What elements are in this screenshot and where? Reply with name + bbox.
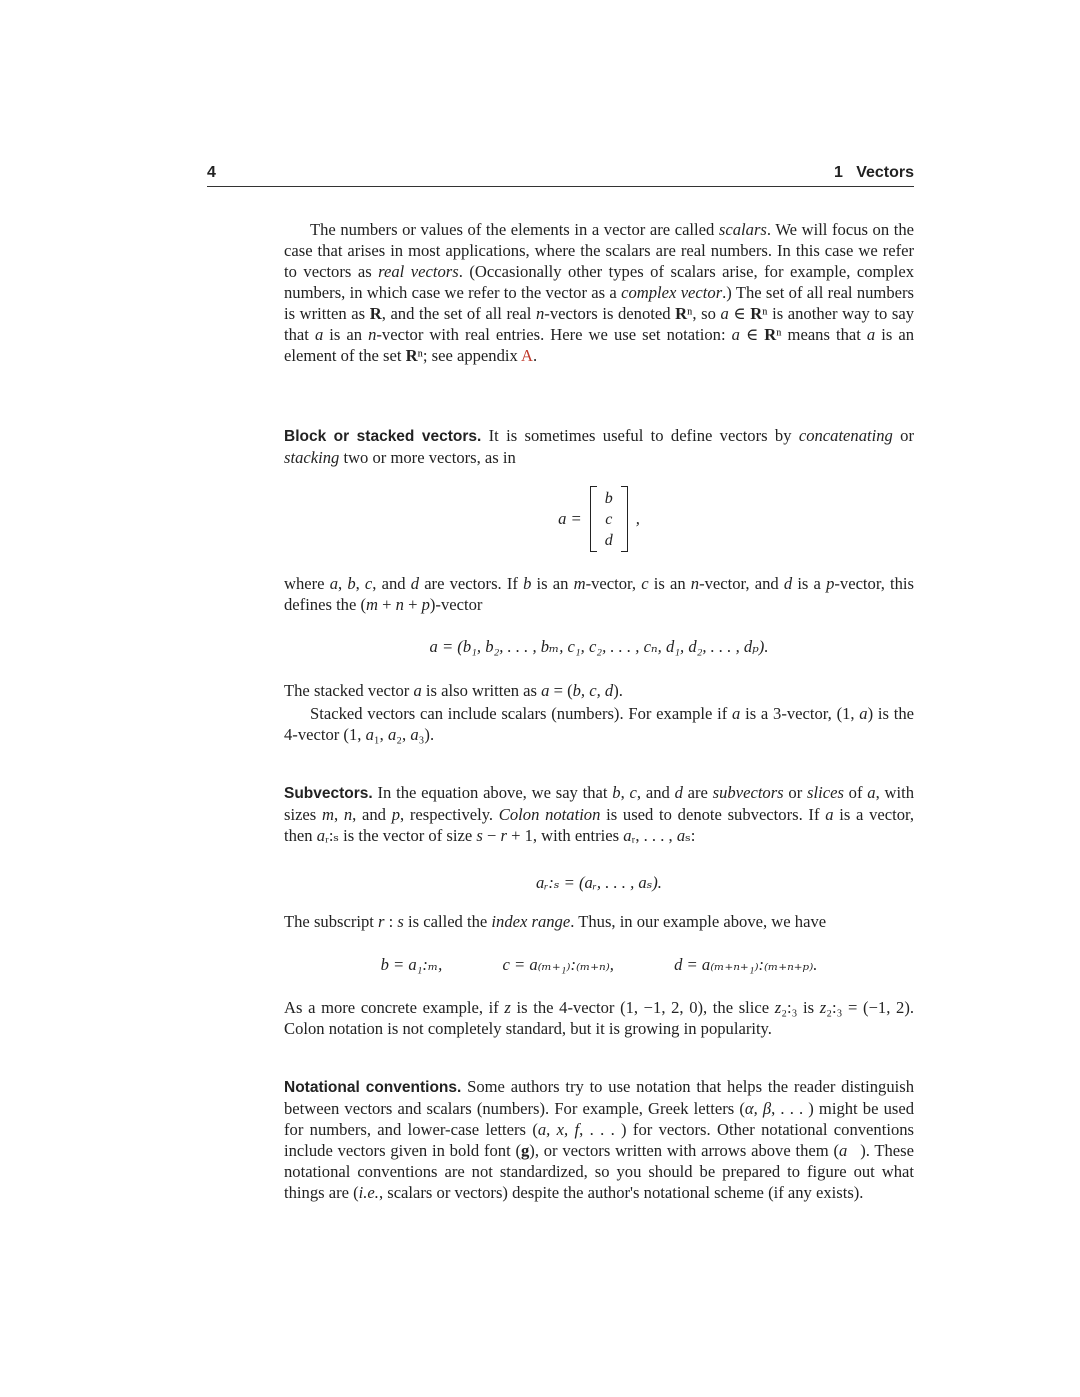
text-run: s [397, 912, 404, 931]
text-run: z [774, 998, 782, 1017]
text-run: -vectors is denoted [544, 304, 676, 323]
text-run: n [343, 805, 353, 824]
page-number: 4 [207, 164, 216, 181]
text-run: p [391, 805, 400, 824]
paragraph-stacked-written [284, 680, 914, 701]
text-run: two or more vectors, as in [339, 448, 516, 467]
text-run: are vectors. If [419, 574, 524, 593]
text-run: z [504, 998, 511, 1017]
text-run: , and [636, 783, 675, 802]
text-run: a⃗ [838, 1141, 861, 1160]
text-run: , [355, 574, 365, 593]
text-run: ⁿ; see appendix [417, 346, 522, 365]
text-run: is a [792, 574, 827, 593]
entry: b [604, 489, 613, 507]
paragraph-heading: Block or stacked vectors. [284, 428, 482, 445]
text-run: a [316, 826, 326, 845]
text-run: a [866, 325, 876, 344]
text-run: + 1, with entries [506, 826, 624, 845]
text-run: n [395, 595, 404, 614]
eq-c: c = a₍ₘ₊₁₎:₍ₘ₊ₙ₎, [502, 955, 614, 974]
stack-column [605, 488, 613, 551]
text-run: ₂:₃ is [781, 998, 820, 1017]
paragraph-heading: Subvectors. [284, 785, 373, 802]
text-run: z [819, 998, 827, 1017]
text-run: a [314, 325, 324, 344]
text-run: -vector, [585, 574, 642, 593]
text-run: a, x, f [537, 1120, 580, 1139]
eq-tail: , [635, 509, 640, 528]
text-run: + [403, 595, 422, 614]
text-run: a [720, 304, 729, 323]
text-run: a [731, 325, 740, 344]
text-run: , [338, 574, 348, 593]
text-run: ⁿ, so [687, 304, 721, 323]
text-run: The stacked vector [284, 681, 414, 700]
text-run: α, β [744, 1099, 772, 1118]
text-run: a [676, 826, 686, 845]
text-run: a [365, 725, 374, 744]
text-run: As a more concrete example, if [284, 998, 505, 1017]
text-run: ⁿ is another way to say that [284, 304, 914, 344]
text-run: ). These notational conventions are not standardized, so you should be prepared to figure out what things are ( [284, 1141, 914, 1202]
text-run: Some authors try to use notation that helps the reader distinguish between vectors and scalars (numbers). For example, Greek letters ( [284, 1077, 914, 1118]
text-run: or [783, 783, 808, 802]
text-run: i.e. [358, 1183, 379, 1202]
text-run: r [500, 826, 507, 845]
text-run: index range [491, 912, 571, 931]
paragraph-subvectors [284, 782, 914, 846]
paragraph-concrete-example [284, 997, 914, 1039]
text-run: b [523, 574, 532, 593]
text-run: ₂, [396, 725, 411, 744]
text-run: is a vector, then [284, 805, 915, 845]
text-run: ₂:₃ = (−1, 2). Colon notation is not completely standard, but it is growing in popularity. [284, 998, 914, 1038]
text-run: R [405, 346, 418, 365]
text-run: concatenating [798, 426, 893, 445]
eq-lhs: a = [558, 509, 582, 528]
text-run: d [410, 574, 420, 593]
text-run: It is sometimes useful to define vectors by [481, 426, 799, 445]
text-run: . Thus, in our example above, we have [570, 912, 827, 931]
equation-slice: aᵣ:ₛ = (aᵣ, . . . , aₛ). [536, 873, 662, 892]
text-run: R [764, 325, 777, 344]
text-run: + [378, 595, 396, 614]
text-run: a [413, 681, 422, 700]
text-run: ∈ [739, 325, 765, 344]
paragraph-index-range [284, 911, 914, 932]
text-run: : [384, 912, 398, 931]
text-run: c [629, 783, 637, 802]
text-run: a [410, 725, 419, 744]
text-run: is called the [403, 912, 492, 931]
text-run: complex vector [621, 283, 723, 302]
text-run: a [623, 826, 632, 845]
text-run: m [573, 574, 586, 593]
entry: d [604, 531, 613, 549]
text-run: ∈ [728, 304, 751, 323]
text-run: n [690, 574, 700, 593]
equation-expanded: a = (b₁, b₂, . . . , bₘ, c₁, c₂, . . . , cₙ, d₁, d₂, . . . , dₚ). [429, 637, 769, 656]
text-run: a [867, 783, 876, 802]
text-run: is an [531, 574, 574, 593]
text-run: , . . . ) for vectors. Other notational conventions include vectors given in bold font ( [284, 1120, 914, 1160]
paragraph-notational-conventions [284, 1076, 914, 1203]
text-run: R [750, 304, 763, 323]
text-run: n [536, 304, 545, 323]
text-run: ₛ: [685, 826, 696, 845]
text-run: c [364, 574, 373, 593]
paragraph-where [284, 573, 914, 615]
text-run: a [859, 704, 868, 723]
text-run: , and the set of all real [381, 304, 536, 323]
text-run: c [641, 574, 649, 593]
paragraph-scalars [284, 219, 914, 366]
text-run: is an [648, 574, 691, 593]
text-run: , and [372, 574, 411, 593]
text-run: , with sizes [284, 783, 915, 824]
text-run: a [732, 704, 741, 723]
paragraph-block-vectors [284, 425, 914, 468]
text-run: p [826, 574, 835, 593]
text-run: )-vector [429, 595, 483, 614]
chapter-title: 1 Vectors [833, 164, 914, 181]
text-run: is a 3-vector, (1, [740, 704, 860, 723]
left-bracket [590, 486, 597, 552]
text-run: m [321, 805, 334, 824]
equation-subvectors [284, 955, 914, 975]
text-run: . [533, 346, 538, 365]
text-run: − [482, 826, 501, 845]
appendix-link[interactable]: A [521, 346, 534, 365]
text-run: , [333, 805, 344, 824]
text-run: Colon notation [498, 805, 601, 824]
text-run: ⁿ means that [776, 325, 867, 344]
text-run: , and [352, 805, 392, 824]
text-run: real vectors [378, 262, 459, 281]
text-run: stacking [284, 448, 340, 467]
text-run: a [825, 805, 834, 824]
text-run: , [620, 783, 630, 802]
text-run: , respectively. [399, 805, 499, 824]
text-run: = ( [549, 681, 573, 700]
text-run: ) is the 4-vector (1, [284, 704, 914, 744]
entry: c [605, 510, 613, 528]
text-run: is the 4-vector (1, −1, 2, 0), the slice [510, 998, 775, 1017]
text-run: R [369, 304, 382, 323]
text-run: The numbers or values of the elements in a vector are called [310, 220, 719, 239]
text-run: g [521, 1141, 530, 1160]
text-run: a [387, 725, 397, 744]
text-run: m [366, 595, 378, 614]
text-run: p [421, 595, 430, 614]
text-run: is an element of the set [284, 325, 915, 365]
running-header [207, 164, 914, 187]
text-run: scalars [718, 220, 767, 239]
text-run: .) The set of all real numbers is written as [284, 283, 914, 323]
text-run: b [612, 783, 621, 802]
eq-d: d = a₍ₘ₊ₙ₊₁₎:₍ₘ₊ₙ₊ₚ₎. [674, 955, 818, 974]
text-run: , scalars or vectors) despite the author's notational scheme (if any exists). [378, 1183, 864, 1202]
text-run: where [284, 574, 330, 593]
text-run: r [378, 912, 385, 931]
text-run: ₃). [418, 725, 435, 744]
text-run: R [675, 304, 688, 323]
text-run: of [843, 783, 868, 802]
text-run: a [329, 574, 338, 593]
text-run: b, c, d [572, 681, 614, 700]
eq-b: b = a₁:ₘ, [380, 955, 443, 974]
right-bracket [621, 486, 628, 552]
text-run: s [476, 826, 483, 845]
text-run: n [368, 325, 377, 344]
text-run: d [783, 574, 793, 593]
text-run: slices [807, 783, 844, 802]
text-run: ₁, [373, 725, 388, 744]
text-run: is also written as [421, 681, 542, 700]
equation-stacked [284, 486, 914, 552]
text-run: Stacked vectors can include scalars (numbers). For example if [310, 704, 733, 723]
paragraph-scalars-stacked [284, 703, 914, 745]
paragraph-heading: Notational conventions. [284, 1079, 462, 1096]
text-run: . We will focus on the case that arises in most applications, where the scalars are real numbers. In this case we refer to vectors as [284, 220, 914, 281]
text-run: are [682, 783, 713, 802]
text-run: d [674, 783, 683, 802]
text-run: subvectors [712, 783, 784, 802]
text-run: In the equation above, we say that [372, 783, 613, 802]
text-run: b [347, 574, 356, 593]
text-run: ᵣ:ₛ is the vector of size [325, 826, 477, 845]
text-run: -vector with real entries. Here we use set notation: [376, 325, 732, 344]
text-run: ᵣ, . . . , [631, 826, 677, 845]
text-run: ). [613, 681, 623, 700]
text-run: a [541, 681, 550, 700]
text-run: -vector, and [699, 574, 784, 593]
text-run: is used to denote subvectors. If [600, 805, 826, 824]
text-run: . (Occasionally other types of scalars arise, for example, complex numbers, in which case we refer to the vector as a [284, 262, 914, 302]
text-run: , . . . ) might be used for numbers, and lower-case letters ( [284, 1099, 914, 1139]
text-run: ), or vectors written with arrows above them ( [529, 1141, 839, 1160]
text-run: The subscript [284, 912, 379, 931]
text-run: -vector, this defines the ( [284, 574, 914, 614]
text-run: or [892, 426, 914, 445]
text-run: is an [323, 325, 369, 344]
